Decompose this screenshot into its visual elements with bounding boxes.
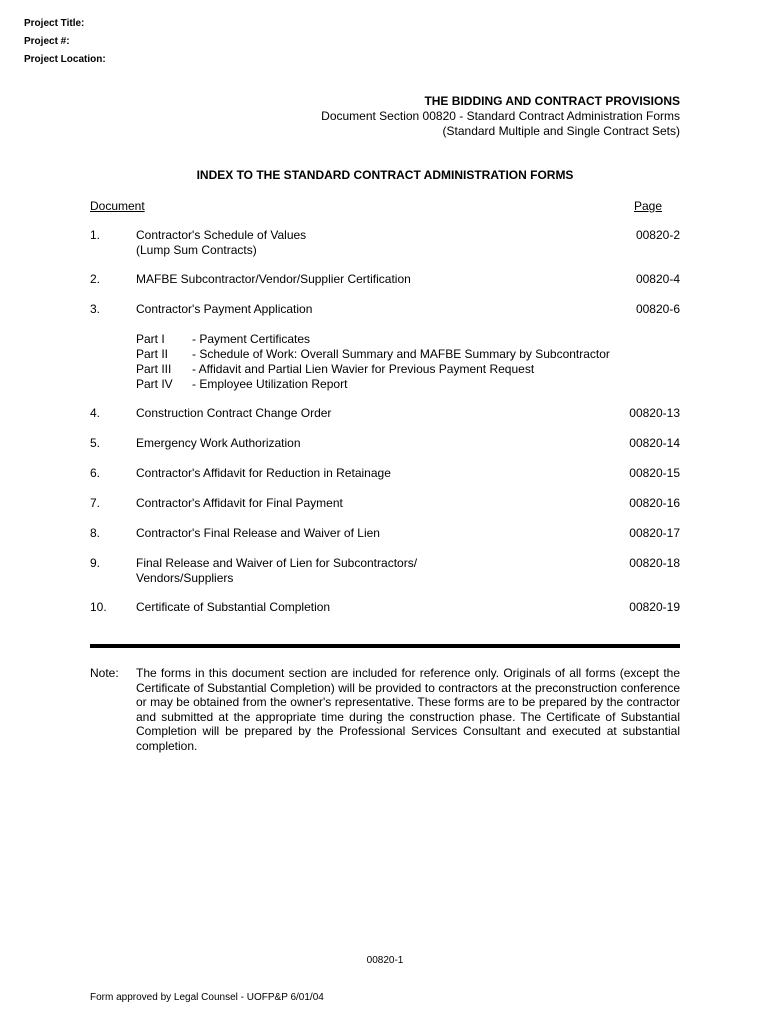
item-description: Contractor's Schedule of Values <box>136 228 307 242</box>
column-header-document: Document <box>90 199 145 213</box>
item-page: 00820-19 <box>629 600 680 614</box>
item-description: Construction Contract Change Order <box>136 406 332 420</box>
item-number: 6. <box>90 466 101 480</box>
item-description: Contractor's Payment Application <box>136 302 313 316</box>
item-page: 00820-6 <box>635 302 680 316</box>
item-page: 00820-18 <box>629 556 680 570</box>
section-divider <box>90 644 680 648</box>
part-label: Part IV <box>136 377 173 391</box>
part-description: - Payment Certificates <box>192 332 311 346</box>
item-number: 2. <box>90 272 101 286</box>
note-label: Note: <box>90 666 119 680</box>
item-description: Final Release and Waiver of Lien for Subcontractors/ <box>136 556 418 570</box>
part-label: Part II <box>136 347 169 361</box>
item-description: Contractor's Affidavit for Reduction in Retainage <box>136 466 391 480</box>
item-number: 1. <box>90 228 101 242</box>
part-label: Part I <box>136 332 165 346</box>
document-subtitle: (Standard Multiple and Single Contract Sets) <box>442 124 680 138</box>
item-description: Contractor's Final Release and Waiver of Lien <box>136 526 380 540</box>
project-number-label: Project #: <box>24 36 70 47</box>
part-description: - Schedule of Work: Overall Summary and MAFBE Summary by Subcontractor <box>192 347 610 361</box>
item-number: 3. <box>90 302 101 316</box>
item-page: 00820-4 <box>635 272 680 286</box>
item-description: MAFBE Subcontractor/Vendor/Supplier Certification <box>136 272 411 286</box>
index-title: INDEX TO THE STANDARD CONTRACT ADMINISTRATION FORMS <box>196 168 574 182</box>
item-page: 00820-17 <box>629 526 680 540</box>
item-description: Emergency Work Authorization <box>136 436 301 450</box>
project-location-label: Project Location: <box>24 54 106 65</box>
item-number: 5. <box>90 436 101 450</box>
column-header-page: Page <box>633 199 662 213</box>
item-page: 00820-2 <box>635 228 680 242</box>
item-description: Contractor's Affidavit for Final Payment <box>136 496 343 510</box>
note-text: The forms in this document section are included for reference only. Originals of all forms (except the Certificate of Substantial Completion) will be provided to contractors at the preconstruction conference or may be obtained from the owner's representative. These forms are to be prepared by the contractor and submitted at the appropriate time during the construction phase. The Certificate of Substantial Completion will be prepared by the Professional Services Consultant and executed at substantial completion. <box>136 666 680 753</box>
document-heading: THE BIDDING AND CONTRACT PROVISIONS <box>424 94 680 108</box>
item-number: 7. <box>90 496 101 510</box>
footer-page-number: 00820-1 <box>366 955 404 966</box>
item-page: 00820-14 <box>629 436 680 450</box>
item-page: 00820-16 <box>629 496 680 510</box>
item-description-continued: (Lump Sum Contracts) <box>136 243 257 257</box>
item-page: 00820-15 <box>629 466 680 480</box>
item-number: 8. <box>90 526 101 540</box>
item-page: 00820-13 <box>629 406 680 420</box>
item-number: 10. <box>90 600 107 614</box>
item-number: 9. <box>90 556 101 570</box>
part-description: - Employee Utilization Report <box>192 377 348 391</box>
part-label: Part III <box>136 362 172 376</box>
item-number: 4. <box>90 406 101 420</box>
footer-approval: Form approved by Legal Counsel - UOFP&P 6/01/04 <box>90 992 324 1003</box>
item-description-continued: Vendors/Suppliers <box>136 571 234 585</box>
document-section-line: Document Section 00820 - Standard Contract Administration Forms <box>321 109 680 123</box>
part-description: - Affidavit and Partial Lien Wavier for Previous Payment Request <box>192 362 535 376</box>
project-title-label: Project Title: <box>24 18 85 29</box>
item-description: Certificate of Substantial Completion <box>136 600 331 614</box>
